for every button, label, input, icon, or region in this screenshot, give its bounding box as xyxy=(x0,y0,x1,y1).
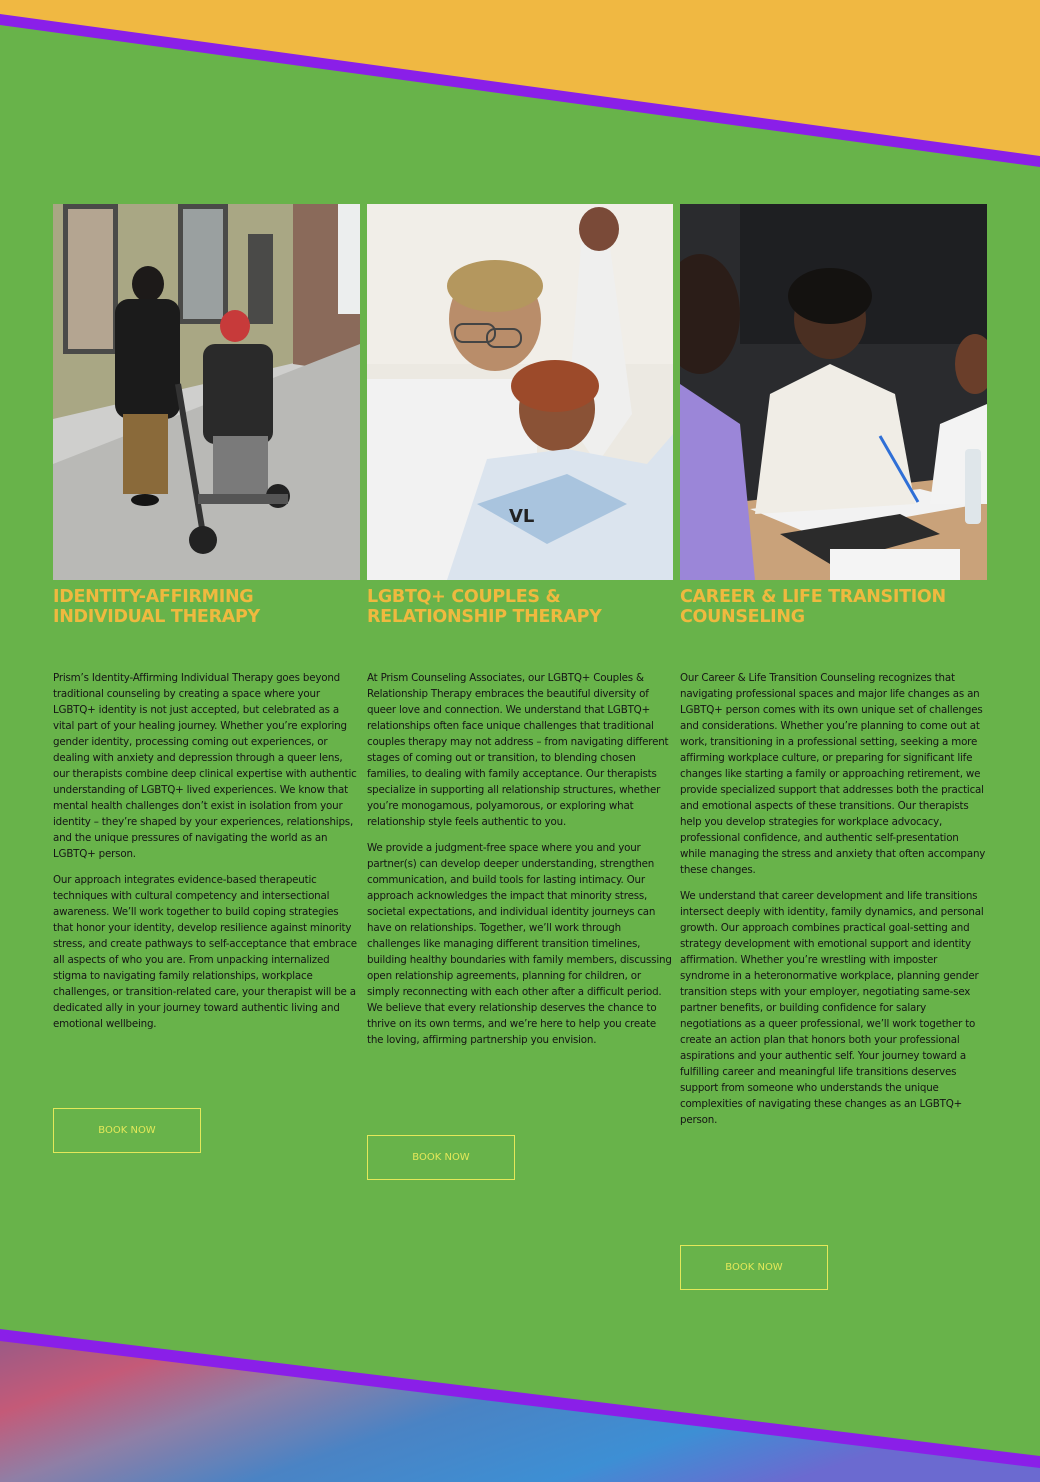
service-description xyxy=(367,670,674,1058)
description-paragraph: We understand that career development and life transitions intersect deeply with identity, family dynamics, and personal growth. Our approach combines practical goal-setting and strategy development with emotional support and identity affirmation. Whether you’re wrestling with imposter syndrome in a heteronormative workplace, planning gender transition steps with your employer, negotiating same-sex partner benefits, or building confidence for salary negotiations as a queer professional, we’ll work together to create an action plan that honors both your professional aspirations and your authentic self. Your journey toward a fulfilling career and meaningful life transitions deserves support from someone who understands the unique complexities of navigating these changes as an LGBTQ+ person. xyxy=(680,890,984,1126)
service-card-career-transition xyxy=(680,204,987,1273)
book-now-button[interactable]: BOOK NOW xyxy=(367,1135,515,1180)
service-description xyxy=(53,670,360,1042)
photo-two-people-sidewalk xyxy=(53,204,360,580)
book-now-button[interactable]: BOOK NOW xyxy=(680,1245,828,1290)
description-paragraph: We provide a judgment-free space where you and your partner(s) can develop deeper understanding, strengthen communication, and build tools for lasting intimacy. Our approach acknowledges the impact that minority stress, societal expectations, and individual identity journeys can have on relationships. Together, we’ll work through challenges like managing different transition timelines, building healthy boundaries with family members, discussing open relationship agreements, planning for children, or simply reconnecting with each other after a difficult period. We believe that every relationship deserves the chance to thrive on its own terms, and we’re here to help you create the loving, affirming partnership you envision. xyxy=(367,842,672,1046)
top-yellow-band xyxy=(0,0,1040,158)
photo-couple-selfie xyxy=(367,204,673,580)
description-paragraph: At Prism Counseling Associates, our LGBTQ+ Couples & Relationship Therapy embraces the beautiful diversity of queer love and connection. We understand that LGBTQ+ relationships often face unique challenges that traditional couples therapy may not address – from navigating different stages of coming out or transition, to blending chosen families, to dealing with family acceptance. Our therapists specialize in supporting all relationship structures, whether you’re monogamous, polyamorous, or exploring what relationship style feels authentic to you. xyxy=(367,672,669,828)
service-card-couples-therapy xyxy=(367,204,673,1163)
service-title: LGBTQ+ COUPLES & RELATIONSHIP THERAPY xyxy=(367,587,602,627)
book-now-button[interactable]: BOOK NOW xyxy=(53,1108,201,1153)
photo-work-meeting xyxy=(680,204,987,580)
service-description xyxy=(680,670,987,1138)
service-card-individual-therapy xyxy=(53,204,360,1136)
service-title: CAREER & LIFE TRANSITION COUNSELING xyxy=(680,587,946,627)
description-paragraph: Our approach integrates evidence-based therapeutic techniques with cultural competency and intersectional awareness. We’ll work together to build coping strategies that honor your identity, develop resilience against minority stress, and create pathways to self-acceptance that embrace all aspects of who you are. From unpacking internalized stigma to navigating family relationships, workplace challenges, or transition-related care, your therapist will be a dedicated ally in your journey toward authentic living and emotional wellbeing. xyxy=(53,874,357,1030)
description-paragraph: Our Career & Life Transition Counseling recognizes that navigating professional spaces and major life changes as an LGBTQ+ person comes with its own unique set of challenges and considerations. Whether you’re planning to come out at work, transitioning in a professional setting, seeking a more affirming workplace culture, or preparing for significant life changes like starting a family or approaching retirement, we provide specialized support that addresses both the practical and emotional aspects of these transitions. Our therapists help you develop strategies for workplace advocacy, professional confidence, and authentic self-presentation while managing the stress and anxiety that often accompany these changes. xyxy=(680,672,986,876)
svg-text:VL: VL xyxy=(509,506,535,527)
service-title: IDENTITY-AFFIRMING INDIVIDUAL THERAPY xyxy=(53,587,260,627)
description-paragraph: Prism’s Identity-Affirming Individual Therapy goes beyond traditional counseling by creating a space where your LGBTQ+ identity is not just accepted, but celebrated as a vital part of your healing journey. Whether you’re exploring gender identity, processing coming out experiences, or dealing with anxiety and depression through a queer lens, our therapists combine deep clinical expertise with authentic understanding of LGBTQ+ lived experiences. We know that mental health challenges don’t exist in isolation from your identity – they’re shaped by your experiences, relationships, and the unique pressures of navigating the world as an LGBTQ+ person. xyxy=(53,672,357,860)
